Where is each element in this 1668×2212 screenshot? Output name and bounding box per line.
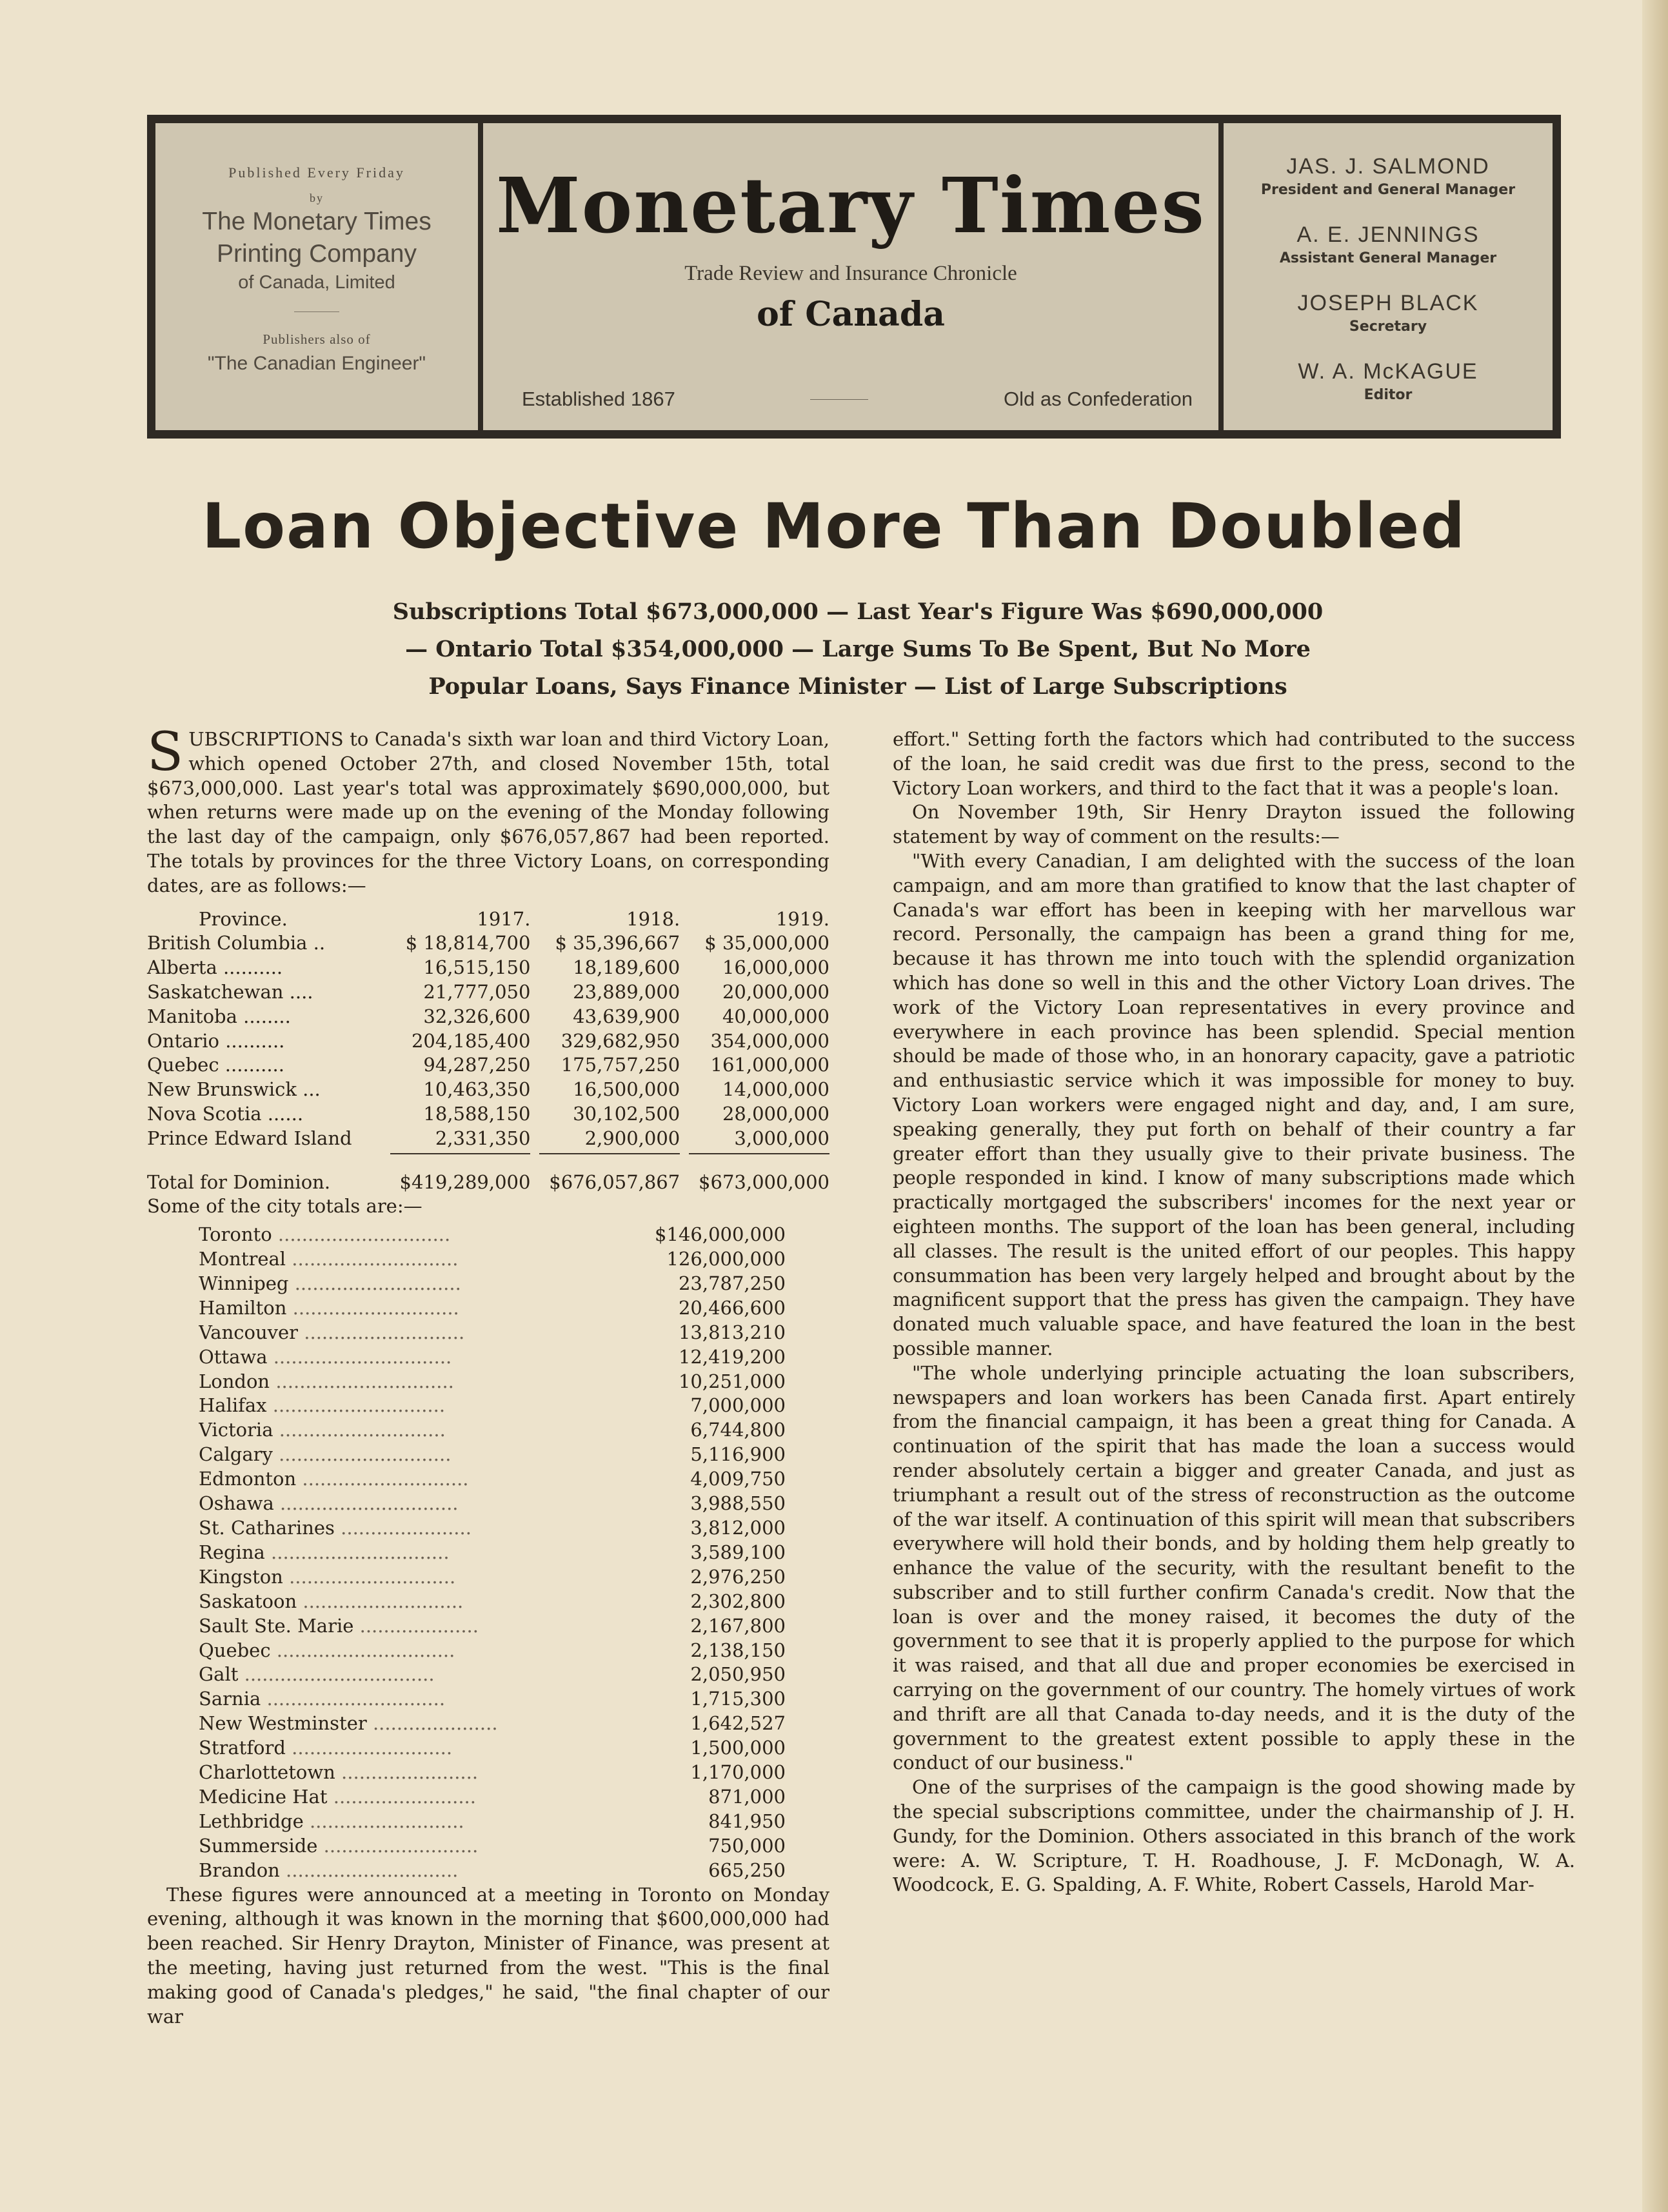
city-name: St. Catharines bbox=[199, 1517, 335, 1539]
city-row bbox=[199, 1859, 786, 1883]
city-name: Saskatoon bbox=[199, 1590, 297, 1612]
city-row bbox=[199, 1639, 786, 1663]
province-name: Alberta .......... bbox=[147, 956, 283, 979]
right-paragraph: "With every Canadian, I am delighted with the success of the loan campaign, and am more than gratified to know that the last chapter of Canada's war effort has been in keeping with her marvellous war record. Personally, the campaign has been a grand thing for me, because it has thrown me into touch with the splendid organization which has done so well in this and the other Victory Loan drives. The work of the Victory Loan representatives in every province and everywhere in each province has been splendid. Special mention should be made of those who, in an honorary capacity, gave a patriotic and enthusiastic service which it was impossible for money to buy. Victory Loan workers were engaged night and day, and, I am sure, speaking generally, they put forth on behalf of their country a far greater effort than they usually give to their private business. The people responded in kind. I know of many subscriptions made which practically mortgaged the subscribers' incomes for the next year or eighteen months. The support of the loan has been general, including all classes. The result is the united effort of our peoples. This happy consummation has been very largely helped and brought about by the magnificent support that the press has given the campaign. They have donated much valuable space, and have featured the loan in the best possible manner. bbox=[893, 849, 1575, 1359]
city-row bbox=[199, 1736, 786, 1761]
city-name: Sarnia bbox=[199, 1688, 261, 1710]
city-row bbox=[199, 1492, 786, 1516]
total-rule-line bbox=[689, 1153, 829, 1154]
city-value: 126,000,000 bbox=[666, 1248, 786, 1270]
city-name: Summerside bbox=[199, 1834, 318, 1857]
nameplate-title: Monetary Times bbox=[496, 161, 1206, 250]
city-value: 1,500,000 bbox=[690, 1737, 786, 1759]
city-name-cell bbox=[199, 1859, 655, 1883]
province-1917: 10,463,350 bbox=[423, 1078, 531, 1101]
city-row bbox=[199, 1541, 786, 1565]
leader-dots: ..................... bbox=[366, 1712, 498, 1735]
header-1919: 1919. bbox=[775, 907, 829, 930]
province-1919: 3,000,000 bbox=[734, 1127, 829, 1149]
nameplate-of-canada: of Canada bbox=[757, 295, 945, 334]
city-value: 1,642,527 bbox=[690, 1712, 786, 1735]
province-name: Saskatchewan .... bbox=[147, 980, 313, 1003]
city-totals-intro: Some of the city totals are:— bbox=[147, 1195, 422, 1218]
city-value: 1,715,300 bbox=[690, 1688, 786, 1710]
city-name-cell bbox=[199, 1247, 655, 1272]
province-1917: 94,287,250 bbox=[423, 1054, 531, 1076]
province-row bbox=[147, 931, 829, 956]
city-name: Halifax bbox=[199, 1394, 267, 1417]
city-value: 4,009,750 bbox=[690, 1468, 786, 1490]
province-1917: 204,185,400 bbox=[411, 1029, 531, 1052]
city-row bbox=[199, 1247, 786, 1272]
city-value: 665,250 bbox=[708, 1859, 786, 1881]
leader-dots: .................... bbox=[353, 1614, 479, 1637]
province-1918: 175,757,250 bbox=[561, 1054, 680, 1076]
city-value: 3,812,000 bbox=[690, 1517, 786, 1539]
city-name: Sault Ste. Marie bbox=[199, 1614, 354, 1637]
deck-line: Popular Loans, Says Finance Minister — List of Large Subscriptions bbox=[428, 673, 1287, 700]
city-name: Hamilton bbox=[199, 1296, 287, 1319]
city-name: Victoria bbox=[199, 1419, 273, 1441]
province-row bbox=[147, 1005, 829, 1029]
province-1918: 43,639,900 bbox=[573, 1005, 680, 1027]
city-name-cell bbox=[199, 1785, 655, 1810]
leader-dots: ....................... bbox=[335, 1761, 479, 1784]
staff-name: JAS. J. SALMOND bbox=[1286, 154, 1490, 179]
province-name: Quebec .......... bbox=[147, 1054, 284, 1076]
article-headline: Loan Objective More Than Doubled bbox=[202, 490, 1466, 562]
published-every-friday: Published Every Friday bbox=[228, 164, 405, 181]
city-row bbox=[199, 1663, 786, 1687]
province-1919: 16,000,000 bbox=[722, 956, 829, 979]
total-rule-line bbox=[390, 1153, 531, 1154]
city-value: 6,744,800 bbox=[690, 1419, 786, 1441]
province-1917: 21,777,050 bbox=[423, 980, 531, 1003]
leader-dots: .......................... bbox=[303, 1810, 464, 1832]
province-1919: 40,000,000 bbox=[722, 1005, 829, 1027]
province-total-row bbox=[147, 1156, 829, 1195]
leader-dots: ...................... bbox=[334, 1517, 472, 1539]
province-table-body bbox=[147, 931, 829, 1194]
staff-name: JOSEPH BLACK bbox=[1297, 291, 1479, 315]
province-1918: 16,500,000 bbox=[573, 1078, 680, 1101]
city-totals-table bbox=[199, 1223, 786, 1882]
nameplate-panel bbox=[483, 123, 1218, 430]
province-1919: 14,000,000 bbox=[722, 1078, 829, 1101]
province-1918: 2,900,000 bbox=[584, 1127, 680, 1149]
right-paragraph: effort." Setting forth the factors which had contributed to the success of the loan, he said credit was due first to the press, second to the Victory Loan workers, and third to the fact that it was a people's loan. bbox=[893, 728, 1575, 799]
city-row bbox=[199, 1345, 786, 1370]
publisher-name-line1: The Monetary Times bbox=[202, 208, 432, 235]
province-1917: $ 18,814,700 bbox=[405, 932, 531, 954]
city-name-cell bbox=[199, 1712, 655, 1736]
right-paragraph: On November 19th, Sir Henry Drayton issued the following statement by way of comment on the results:— bbox=[893, 801, 1575, 848]
province-row bbox=[147, 1029, 829, 1054]
staff-role: Secretary bbox=[1349, 319, 1427, 335]
leader-dots: .............................. bbox=[267, 1345, 452, 1368]
city-name: New Westminster bbox=[199, 1712, 367, 1735]
city-value: 1,170,000 bbox=[690, 1761, 786, 1784]
province-1918: 30,102,500 bbox=[573, 1102, 680, 1125]
leader-dots: ............................ bbox=[283, 1565, 456, 1588]
staff-name: A. E. JENNINGS bbox=[1296, 222, 1480, 247]
leader-dots: ........................... bbox=[285, 1737, 453, 1759]
staff-panel bbox=[1224, 123, 1553, 430]
staff-role: Assistant General Manager bbox=[1279, 250, 1497, 266]
city-name: Winnipeg bbox=[199, 1272, 289, 1294]
city-name-cell bbox=[199, 1761, 655, 1785]
leader-dots: ............................ bbox=[286, 1296, 459, 1319]
province-row bbox=[147, 1127, 829, 1151]
city-value: 13,813,210 bbox=[678, 1321, 786, 1343]
city-name-cell bbox=[199, 1394, 655, 1418]
province-name: Nova Scotia ...... bbox=[147, 1102, 304, 1125]
city-name: London bbox=[199, 1370, 270, 1392]
staff-name: W. A. McKAGUE bbox=[1298, 359, 1478, 384]
drop-cap: S bbox=[147, 722, 184, 783]
header-province: Province. bbox=[199, 907, 288, 930]
city-row bbox=[199, 1565, 786, 1590]
city-row bbox=[199, 1296, 786, 1321]
publisher-divider bbox=[294, 311, 339, 312]
header-1917: 1917. bbox=[477, 907, 531, 930]
leader-dots: ............................. bbox=[272, 1223, 451, 1246]
rule-spacer bbox=[147, 1151, 381, 1156]
province-1917: 18,588,150 bbox=[423, 1102, 531, 1125]
province-table-header bbox=[147, 907, 829, 932]
city-value: 5,116,900 bbox=[690, 1443, 786, 1466]
publisher-panel bbox=[155, 123, 478, 430]
province-1918: $ 35,396,667 bbox=[555, 932, 680, 954]
total-1919: $673,000,000 bbox=[699, 1170, 829, 1193]
city-name-cell bbox=[199, 1418, 655, 1443]
rule-cell bbox=[530, 1151, 680, 1156]
city-name: Galt bbox=[199, 1663, 239, 1686]
city-value: 10,251,000 bbox=[678, 1370, 786, 1392]
city-name: Charlottetown bbox=[199, 1761, 335, 1784]
city-name-cell bbox=[199, 1467, 655, 1492]
city-value: 12,419,200 bbox=[678, 1345, 786, 1368]
province-1918: 23,889,000 bbox=[573, 980, 680, 1003]
city-name: Edmonton bbox=[199, 1468, 297, 1490]
city-name-cell bbox=[199, 1223, 655, 1247]
city-value: 871,000 bbox=[708, 1785, 786, 1808]
staff-entry bbox=[1224, 291, 1553, 335]
leader-dots: .............................. bbox=[264, 1541, 450, 1563]
staff-entry bbox=[1224, 154, 1553, 198]
city-row bbox=[199, 1223, 786, 1247]
province-1919: 161,000,000 bbox=[710, 1054, 829, 1076]
city-row bbox=[199, 1590, 786, 1614]
city-name: Regina bbox=[199, 1541, 265, 1563]
staff-entry bbox=[1224, 222, 1553, 266]
leader-dots: ............................ bbox=[273, 1419, 446, 1441]
old-as-confederation: Old as Confederation bbox=[1004, 388, 1193, 410]
city-value: 2,167,800 bbox=[690, 1614, 786, 1637]
province-1918: 18,189,600 bbox=[573, 956, 680, 979]
city-row bbox=[199, 1443, 786, 1467]
province-name: British Columbia .. bbox=[147, 932, 326, 954]
city-name: Vancouver bbox=[199, 1321, 299, 1343]
province-1919: 354,000,000 bbox=[710, 1029, 829, 1052]
nameplate-footer bbox=[522, 388, 1193, 411]
header-1918: 1918. bbox=[626, 907, 680, 930]
total-1917: $419,289,000 bbox=[399, 1170, 531, 1193]
city-name-cell bbox=[199, 1614, 655, 1639]
publisher-name-line3: of Canada, Limited bbox=[238, 272, 395, 293]
left-column bbox=[147, 722, 829, 2029]
province-name: New Brunswick ... bbox=[147, 1078, 321, 1101]
right-column bbox=[893, 727, 1575, 1897]
total-label: Total for Dominion. bbox=[147, 1170, 331, 1193]
deck-line: Subscriptions Total $673,000,000 — Last Year's Figure Was $690,000,000 bbox=[392, 598, 1324, 625]
city-name-cell bbox=[199, 1370, 655, 1394]
leader-dots: .............................. bbox=[273, 1492, 459, 1515]
city-row bbox=[199, 1712, 786, 1736]
city-name-cell bbox=[199, 1516, 655, 1541]
city-value: 3,589,100 bbox=[690, 1541, 786, 1563]
province-1917: 32,326,600 bbox=[423, 1005, 531, 1027]
leader-dots: .............................. bbox=[261, 1688, 446, 1710]
city-row bbox=[199, 1516, 786, 1541]
city-name-cell bbox=[199, 1541, 655, 1565]
right-paragraph: "The whole underlying principle actuating the loan subscribers, newspapers and loan workers has been Canada first. Apart entirely from the financial campaign, it has been a great thing for Canada. A continuation of the spirit that has made the loan a success would render absolutely certain a bigger and greater Canada, and just as triumphant a result out of the stress of reconstruction as the outcome of the war itself. A continuation of this spirit will mean that subscribers everywhere will hold their bonds, and by holding them help greatly to enhance the value of the security, with the resultant benefit to the subscriber and to still further confirm Canada's credit. Now that the loan is over and the money raised, it becomes the duty of the government to see that it is properly applied to the purpose for which it was raised, and that all due and proper economies be exercised in carrying on the government of our country. The homely virtues of work and thrift are all that Canada to-day needs, and it is the duty of the government to the greatest extent possible to apply these in the conduct of our business." bbox=[893, 1361, 1575, 1774]
province-row bbox=[147, 1053, 829, 1078]
city-value: 20,466,600 bbox=[678, 1296, 786, 1319]
city-name: Medicine Hat bbox=[199, 1785, 328, 1808]
province-name: Ontario .......... bbox=[147, 1029, 285, 1052]
canadian-engineer-title: "The Canadian Engineer" bbox=[207, 353, 426, 374]
city-name: Ottawa bbox=[199, 1345, 268, 1368]
total-1918: $676,057,867 bbox=[549, 1170, 680, 1193]
leader-dots: ................................ bbox=[238, 1663, 435, 1686]
city-row bbox=[199, 1687, 786, 1712]
established-date: Established 1867 bbox=[522, 388, 675, 410]
city-row bbox=[199, 1370, 786, 1394]
city-value: 2,050,950 bbox=[690, 1663, 786, 1686]
province-table bbox=[147, 907, 829, 1195]
city-name-cell bbox=[199, 1736, 655, 1761]
province-row bbox=[147, 980, 829, 1005]
city-value: 2,976,250 bbox=[690, 1565, 786, 1588]
city-row bbox=[199, 1834, 786, 1859]
city-name: Lethbridge bbox=[199, 1810, 304, 1832]
leader-dots: ............................ bbox=[286, 1248, 459, 1270]
city-row bbox=[199, 1785, 786, 1810]
total-rule-line bbox=[539, 1153, 680, 1154]
city-name-cell bbox=[199, 1810, 655, 1834]
city-value: 7,000,000 bbox=[690, 1394, 786, 1417]
city-value: $146,000,000 bbox=[655, 1223, 786, 1246]
city-row bbox=[199, 1614, 786, 1639]
staff-role: Editor bbox=[1364, 387, 1413, 403]
city-name-cell bbox=[199, 1296, 655, 1321]
intro-text: UBSCRIPTIONS to Canada's sixth war loan and third Victory Loan, which opened October 27th, and closed November 15th, total $673,000,000. Last year's total was approximately $690,000,000, but when returns were made up on the evening of the Monday following the last day of the campaign, only $676,057,867 had been reported. The totals by provinces for the three Victory Loans, on corresponding dates, are as follows:— bbox=[147, 728, 829, 896]
province-1917: 16,515,150 bbox=[423, 956, 531, 979]
city-name-cell bbox=[199, 1443, 655, 1467]
publishers-also-of: Publishers also of bbox=[263, 331, 371, 347]
province-row bbox=[147, 1078, 829, 1102]
deck-line: — Ontario Total $354,000,000 — Large Sums To Be Spent, But No More bbox=[405, 636, 1311, 662]
city-name-cell bbox=[199, 1345, 655, 1370]
city-row bbox=[199, 1321, 786, 1345]
city-value: 3,988,550 bbox=[690, 1492, 786, 1515]
city-row bbox=[199, 1272, 786, 1296]
province-1917: 2,331,350 bbox=[435, 1127, 531, 1149]
staff-role: President and General Manager bbox=[1260, 182, 1516, 198]
province-total-rule bbox=[147, 1151, 829, 1156]
rule-cell bbox=[381, 1151, 531, 1156]
city-name: Quebec bbox=[199, 1639, 271, 1661]
city-name-cell bbox=[199, 1321, 655, 1345]
city-name-cell bbox=[199, 1492, 655, 1516]
leader-dots: ........................ bbox=[327, 1785, 476, 1808]
province-name: Prince Edward Island bbox=[147, 1127, 352, 1149]
publisher-name-line2: Printing Company bbox=[217, 240, 417, 268]
city-row bbox=[199, 1467, 786, 1492]
leader-dots: ........................... bbox=[297, 1590, 464, 1612]
city-name-cell bbox=[199, 1834, 655, 1859]
city-row bbox=[199, 1418, 786, 1443]
leader-dots: .............................. bbox=[270, 1370, 454, 1392]
city-value: 23,787,250 bbox=[678, 1272, 786, 1294]
leader-dots: ............................. bbox=[272, 1443, 452, 1466]
nameplate-subtitle: Trade Review and Insurance Chronicle bbox=[684, 262, 1017, 285]
city-value: 2,138,150 bbox=[690, 1639, 786, 1661]
city-totals-body bbox=[199, 1223, 786, 1882]
city-name: Kingston bbox=[199, 1565, 283, 1588]
leader-dots: ........................... bbox=[298, 1321, 465, 1343]
city-name-cell bbox=[199, 1639, 655, 1663]
city-name-cell bbox=[199, 1565, 655, 1590]
city-row bbox=[199, 1394, 786, 1418]
rule-cell bbox=[680, 1151, 829, 1156]
leader-dots: ............................. bbox=[266, 1394, 446, 1417]
province-row bbox=[147, 956, 829, 980]
after-cities-paragraph: These figures were announced at a meeting in Toronto on Monday evening, although it was known in the morning that $600,000,000 had been reached. Sir Henry Drayton, Minister of Finance, was present at the meeting, having just returned from the west. "This is the final making good of Canada's pledges," he said, "the final chapter of our war bbox=[147, 1883, 829, 2028]
city-name: Stratford bbox=[199, 1737, 286, 1759]
page-edge bbox=[1642, 0, 1668, 2212]
province-name: Manitoba ........ bbox=[147, 1005, 291, 1027]
city-value: 2,302,800 bbox=[690, 1590, 786, 1612]
leader-dots: ............................ bbox=[296, 1468, 469, 1490]
city-name-cell bbox=[199, 1663, 655, 1687]
staff-entry bbox=[1224, 359, 1553, 403]
city-value: 841,950 bbox=[708, 1810, 786, 1832]
leader-dots: .......................... bbox=[317, 1834, 479, 1857]
leader-dots: ............................ bbox=[288, 1272, 461, 1294]
province-1919: 28,000,000 bbox=[722, 1102, 829, 1125]
city-name-cell bbox=[199, 1590, 655, 1614]
publisher-by: by bbox=[310, 192, 324, 204]
city-name: Calgary bbox=[199, 1443, 273, 1466]
city-value: 750,000 bbox=[708, 1834, 786, 1857]
city-name: Oshawa bbox=[199, 1492, 274, 1515]
masthead bbox=[147, 115, 1561, 439]
province-row bbox=[147, 1102, 829, 1127]
intro-paragraph bbox=[147, 722, 829, 898]
city-name: Brandon bbox=[199, 1859, 280, 1881]
city-name-cell bbox=[199, 1687, 655, 1712]
city-name: Montreal bbox=[199, 1248, 286, 1270]
leader-dots: .............................. bbox=[270, 1639, 455, 1661]
province-1919: 20,000,000 bbox=[722, 980, 829, 1003]
city-row bbox=[199, 1810, 786, 1834]
province-1919: $ 35,000,000 bbox=[704, 932, 829, 954]
province-1918: 329,682,950 bbox=[561, 1029, 680, 1052]
city-row bbox=[199, 1761, 786, 1785]
article-deck bbox=[258, 593, 1458, 706]
city-name-cell bbox=[199, 1272, 655, 1296]
leader-dots: ............................. bbox=[279, 1859, 459, 1881]
nameplate-footer-rule bbox=[810, 399, 868, 400]
city-name: Toronto bbox=[199, 1223, 272, 1246]
right-paragraph: One of the surprises of the campaign is the good showing made by the special subscriptions committee, under the chairmanship of J. H. Gundy, for the Dominion. Others associated in this branch of the work were: A. W. Scripture, T. H. Roadhouse, J. F. McDonagh, W. A. Woodcock, E. G. Spalding, A. F. White, Robert Cassels, Harold Mar- bbox=[893, 1776, 1575, 1896]
